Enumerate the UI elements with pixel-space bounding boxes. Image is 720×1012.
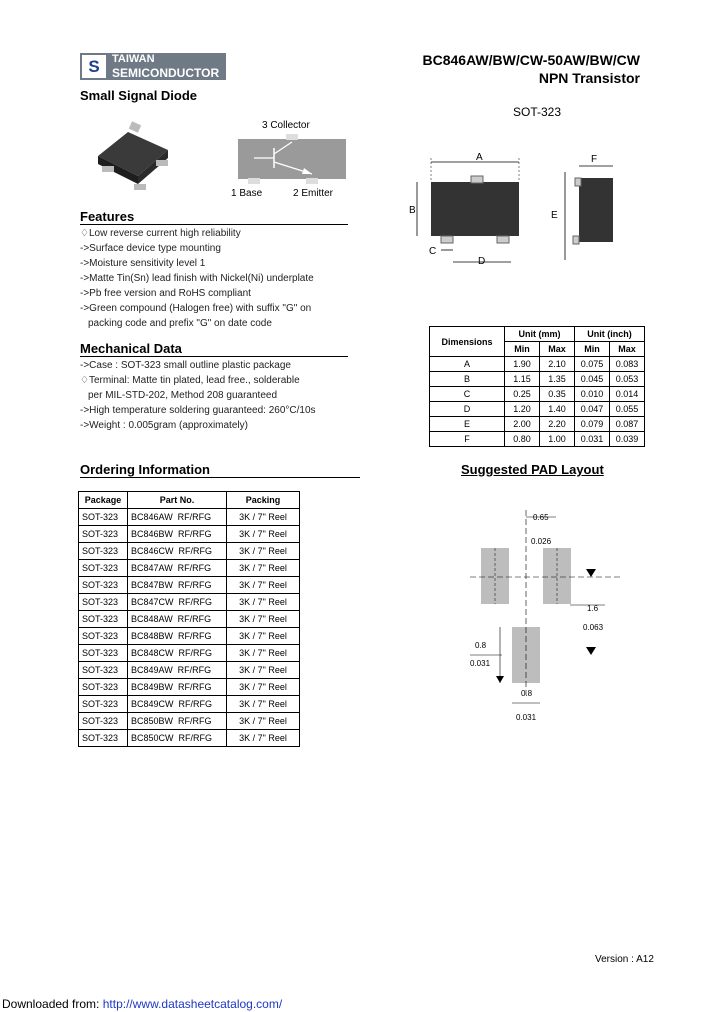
dim-min: Min — [505, 342, 540, 357]
mechanical-heading: Mechanical Data — [80, 341, 182, 356]
version-label: Version : A12 — [595, 954, 654, 965]
dim-label-b: B — [409, 205, 416, 216]
logo-text-line1: TAIWAN — [112, 53, 155, 65]
table-row: F 0.80 1.00 0.031 0.039 — [430, 432, 645, 447]
table-row: C 0.25 0.35 0.010 0.014 — [430, 387, 645, 402]
feature-item: ->Green compound (Halogen free) with suffix "G" on — [80, 303, 312, 314]
dim-header-inch: Unit (inch) — [575, 327, 645, 342]
ordering-col-part: Part No. — [128, 492, 227, 509]
download-link[interactable]: http://www.datasheetcatalog.com/ — [102, 997, 283, 1011]
dimensions-table — [429, 326, 645, 447]
package-name: SOT-323 — [513, 105, 562, 119]
pad-dim2-mm: 1.6 — [587, 604, 599, 613]
ordering-heading: Ordering Information — [80, 462, 210, 477]
feature-item: ->Pb free version and RoHS compliant — [80, 288, 251, 299]
document-title: BC846AW/BW/CW-50AW/BW/CW — [422, 52, 640, 68]
features-heading: Features — [80, 209, 135, 224]
ordering-divider — [80, 477, 360, 478]
pad-layout-heading: Suggested PAD Layout — [461, 462, 604, 477]
pinout-schematic — [238, 134, 348, 186]
pin-collector-label: 3 Collector — [262, 120, 310, 131]
pad-dim3-in: 0.031 — [470, 659, 491, 668]
dim-header-mm: Unit (mm) — [505, 327, 575, 342]
feature-item: ♢Low reverse current high reliability — [80, 228, 241, 239]
table-row: SOT-323 BC850CW RF/RFG 3K / 7" Reel — [79, 730, 300, 747]
table-row: B 1.15 1.35 0.045 0.053 — [430, 372, 645, 387]
package-outline-drawing — [405, 150, 635, 270]
ordering-col-package: Package — [79, 492, 128, 509]
pad-dim2-in: 0.063 — [583, 623, 604, 632]
features-list — [80, 226, 360, 331]
download-label: Downloaded from: — [2, 997, 100, 1011]
pad-dim3-mm: 0.8 — [475, 641, 487, 650]
table-row: SOT-323 BC849AW RF/RFG 3K / 7" Reel — [79, 662, 300, 679]
logo-text-line2: SEMICONDUCTOR — [112, 66, 220, 80]
dim-min: Min — [575, 342, 610, 357]
ordering-col-packing: Packing — [227, 492, 300, 509]
table-row: D 1.20 1.40 0.047 0.055 — [430, 402, 645, 417]
table-row: SOT-323 BC850BW RF/RFG 3K / 7" Reel — [79, 713, 300, 730]
feature-item: ->Matte Tin(Sn) lead finish with Nickel(Ni) underplate — [80, 273, 314, 284]
table-row: SOT-323 BC848AW RF/RFG 3K / 7" Reel — [79, 611, 300, 628]
dim-header: Dimensions — [430, 327, 505, 357]
mechanical-list — [80, 358, 360, 433]
dim-label-e: E — [551, 210, 558, 221]
pad-dim4-in: 0.031 — [516, 713, 537, 722]
mechanical-item: ->Case : SOT-323 small outline plastic package — [80, 360, 291, 371]
pin-base-label: 1 Base — [231, 188, 263, 199]
pad-dim1-in: 0.026 — [531, 537, 552, 546]
feature-item: ->Moisture sensitivity level 1 — [80, 258, 206, 269]
mechanical-item: ->High temperature soldering guaranteed: 260°C/10s — [80, 405, 316, 416]
table-row: SOT-323 BC846CW RF/RFG 3K / 7" Reel — [79, 543, 300, 560]
table-row: A 1.90 2.10 0.075 0.083 — [430, 357, 645, 372]
dim-label-c: C — [429, 246, 437, 257]
product-category: Small Signal Diode — [80, 88, 198, 103]
table-row: SOT-323 BC847BW RF/RFG 3K / 7" Reel — [79, 577, 300, 594]
feature-item: ->Surface device type mounting — [80, 243, 221, 254]
logo-icon: S — [82, 55, 106, 78]
pin-emitter-label: 2 Emitter — [293, 188, 334, 199]
feature-item: packing code and prefix "G" on date code — [88, 318, 272, 329]
mechanical-item: per MIL-STD-202, Method 208 guaranteed — [88, 390, 277, 401]
dim-max: Max — [610, 342, 645, 357]
pad-dim1-mm: 0.65 — [533, 513, 549, 522]
download-footer — [2, 997, 282, 1011]
mechanical-item: ->Weight : 0.005gram (approximately) — [80, 420, 248, 431]
dim-label-d: D — [478, 256, 486, 267]
mechanical-divider — [80, 356, 348, 357]
dim-label-a: A — [476, 152, 483, 163]
table-row: SOT-323 BC846BW RF/RFG 3K / 7" Reel — [79, 526, 300, 543]
table-row: SOT-323 BC849BW RF/RFG 3K / 7" Reel — [79, 679, 300, 696]
table-row: SOT-323 BC849CW RF/RFG 3K / 7" Reel — [79, 696, 300, 713]
dim-label-f: F — [591, 154, 598, 165]
table-row: SOT-323 BC847AW RF/RFG 3K / 7" Reel — [79, 560, 300, 577]
table-row: SOT-323 BC848BW RF/RFG 3K / 7" Reel — [79, 628, 300, 645]
ordering-table — [78, 491, 300, 747]
package-3d-drawing — [90, 118, 190, 198]
table-row: E 2.00 2.20 0.079 0.087 — [430, 417, 645, 432]
document-subtitle: NPN Transistor — [538, 70, 640, 86]
table-row: SOT-323 BC847CW RF/RFG 3K / 7" Reel — [79, 594, 300, 611]
table-row: SOT-323 BC846AW RF/RFG 3K / 7" Reel — [79, 509, 300, 526]
dim-max: Max — [540, 342, 575, 357]
table-row: SOT-323 BC848CW RF/RFG 3K / 7" Reel — [79, 645, 300, 662]
features-divider — [80, 224, 348, 225]
mechanical-item: ♢Terminal: Matte tin plated, lead free., solderable — [80, 375, 300, 386]
pad-dim4-mm: 0.8 — [521, 689, 533, 698]
